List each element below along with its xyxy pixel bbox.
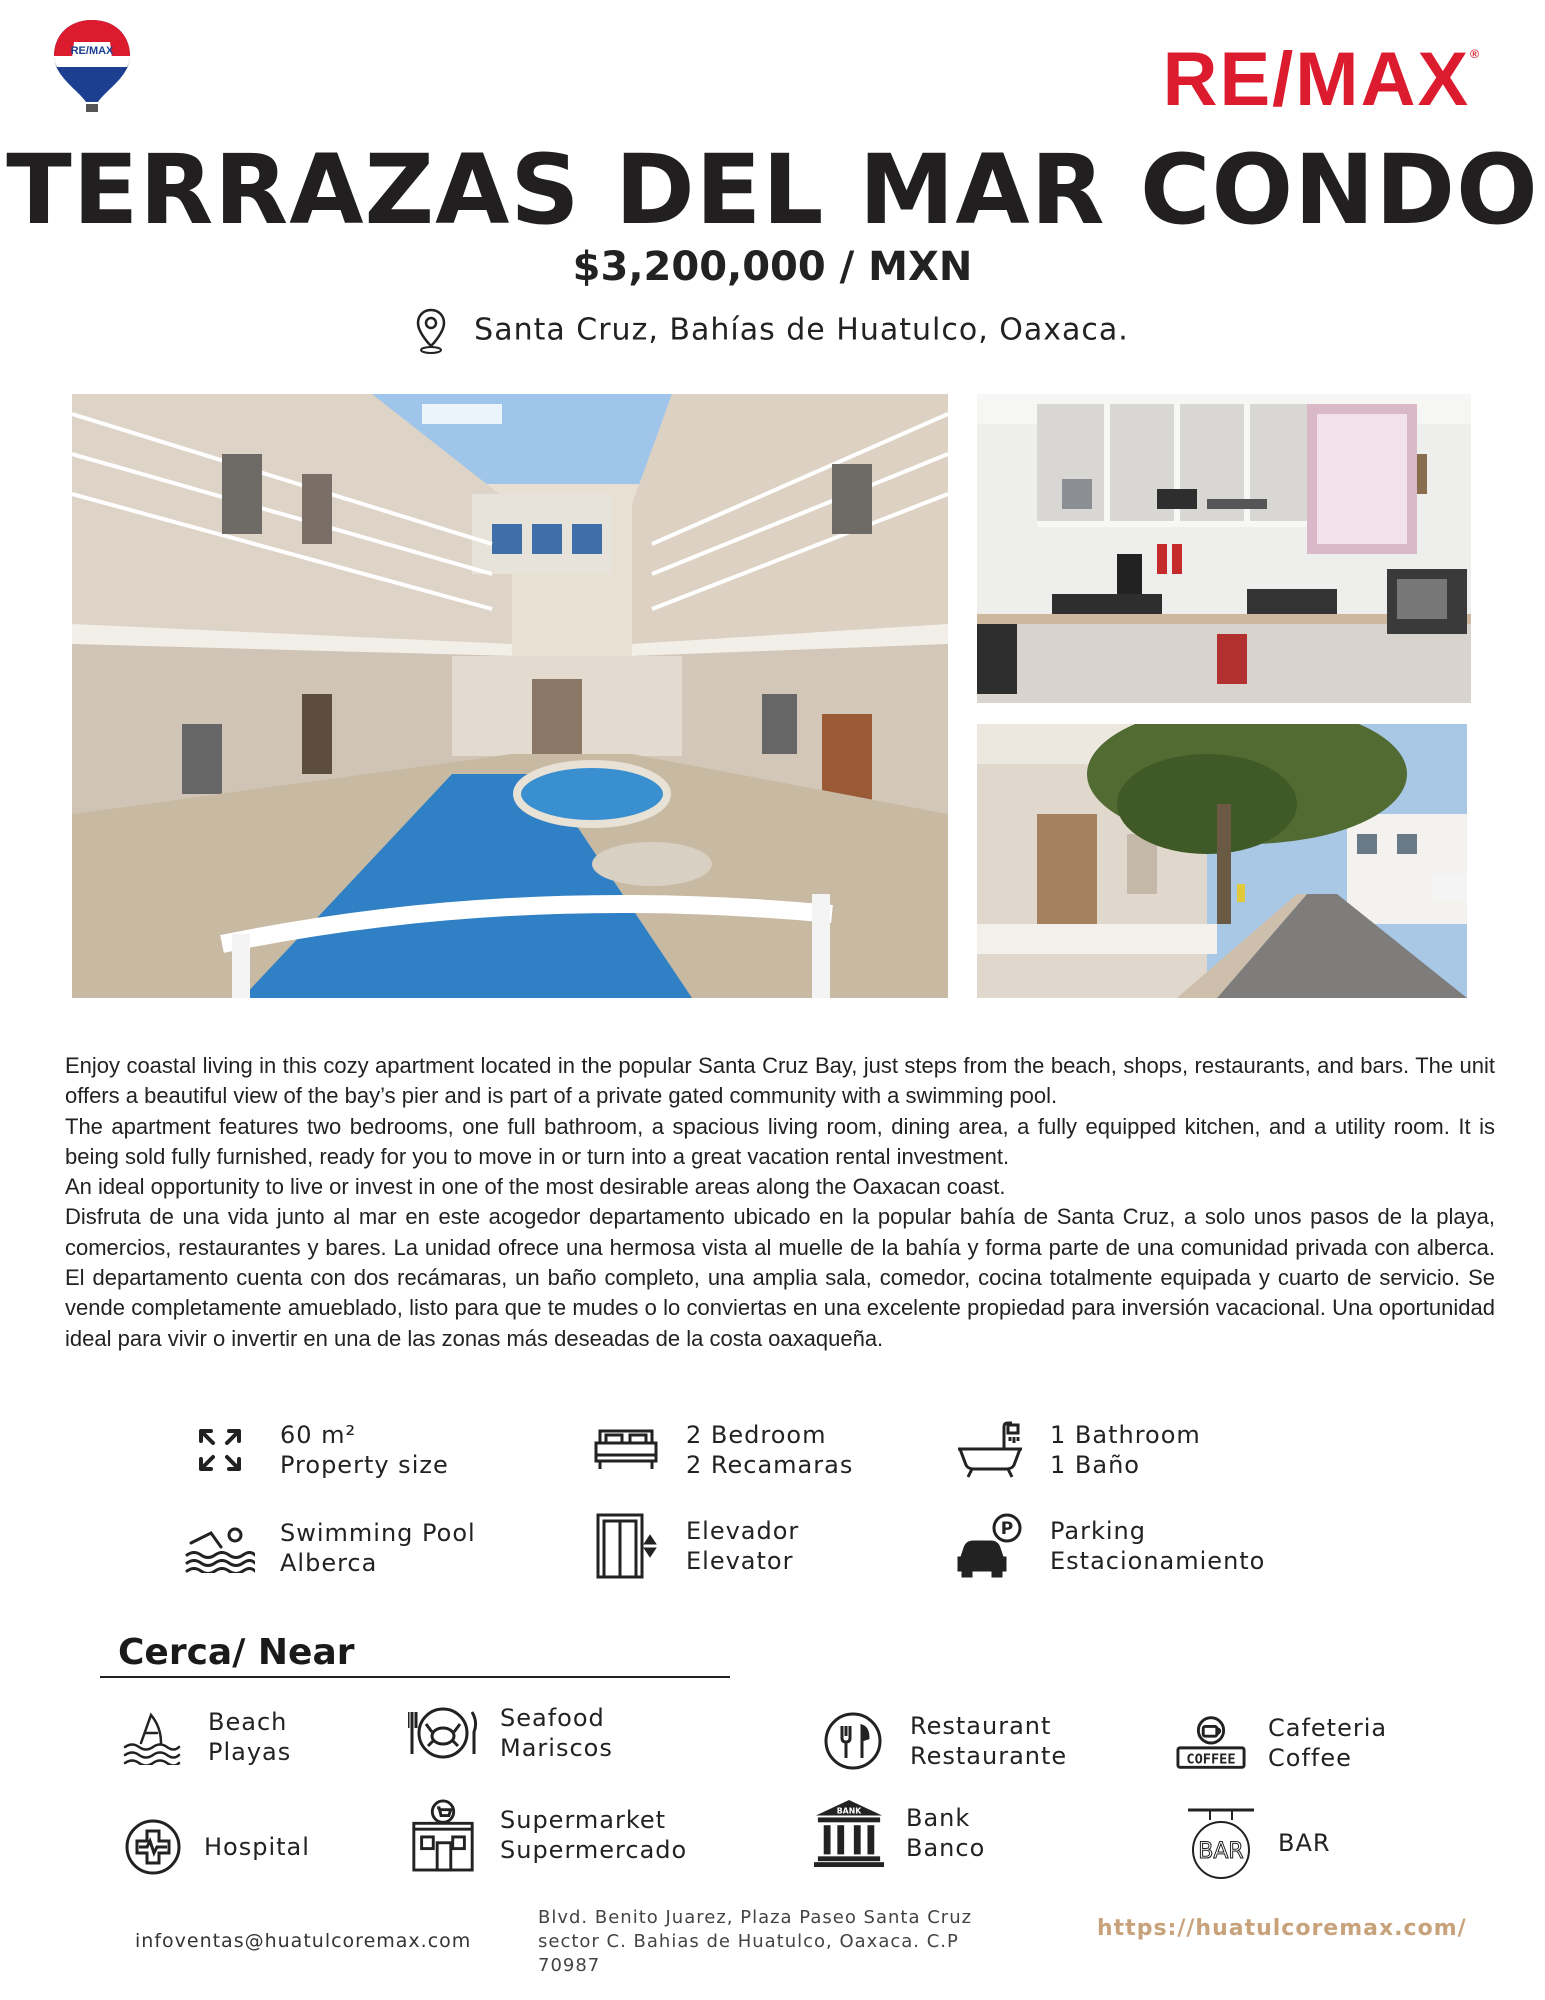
property-location — [0, 308, 1545, 354]
description-paragraph: The apartment features two bedrooms, one full bathroom, a spacious living room, dining area, a fully equipped kitchen, and a utility room. It is being sold fully furnished, ready for you to move in or turn into a great vacation rental investment. — [65, 1113, 1495, 1169]
feature-line1: Swimming Pool — [280, 1519, 476, 1547]
location-text: Santa Cruz, Bahías de Huatulco, Oaxaca. — [474, 312, 1129, 348]
near-line2: Playas — [208, 1738, 292, 1766]
bed-icon — [590, 1416, 662, 1484]
feature-line1: 60 m² — [280, 1421, 357, 1449]
feature-line1: Parking — [1050, 1517, 1146, 1545]
near-item-beach — [116, 1704, 291, 1770]
remax-balloon-logo — [50, 16, 134, 118]
feature-line2: 2 Recamaras — [686, 1451, 854, 1479]
map-pin-icon — [416, 308, 446, 354]
description-paragraph: An ideal opportunity to live or invest in one of the most desirable areas along the Oaxacan coast. — [65, 1174, 1006, 1200]
near-item-bar — [1186, 1810, 1331, 1876]
near-line1: Beach — [208, 1708, 288, 1736]
near-line1: Bank — [906, 1804, 971, 1832]
photo-kitchen — [977, 394, 1471, 703]
feature-line1: 2 Bedroom — [686, 1421, 827, 1449]
coffee-icon — [1176, 1710, 1246, 1776]
photo-street — [977, 724, 1467, 998]
near-line2: Supermercado — [500, 1836, 688, 1864]
swimmer-icon — [184, 1514, 256, 1582]
seafood-icon — [408, 1700, 478, 1766]
near-line1: Supermarket — [500, 1806, 667, 1834]
near-item-seafood — [408, 1700, 613, 1766]
balloon-text: RE/MAX — [70, 45, 114, 57]
feature-bedrooms — [590, 1416, 853, 1484]
near-item-supermarket — [408, 1802, 687, 1868]
near-item-hospital — [118, 1814, 310, 1880]
footer-website-link[interactable]: https://huatulcoremax.com/ — [1097, 1916, 1467, 1941]
near-line2: Coffee — [1268, 1744, 1352, 1772]
feature-line2: Elevator — [686, 1547, 794, 1575]
description-paragraph: Enjoy coastal living in this cozy apartment located in the popular Santa Cruz Bay, just steps from the beach, shops, restaurants, and bars. The unit offers a beautiful view of the bay’s pier and is part of a private gated community with a swimming pool. — [65, 1053, 1495, 1109]
bar-badge-text: BAR — [1198, 1839, 1244, 1864]
feature-line1: 1 Bathroom — [1050, 1421, 1201, 1449]
beach-icon — [116, 1704, 186, 1770]
near-line2: Restaurante — [910, 1742, 1068, 1770]
near-line1: Seafood — [500, 1704, 605, 1732]
hospital-icon — [118, 1814, 188, 1880]
feature-elevator — [590, 1512, 799, 1580]
remax-wordmark: RE/MAX® — [1162, 37, 1481, 122]
expand-arrows-icon — [184, 1416, 256, 1484]
feature-size — [184, 1416, 449, 1484]
feature-pool — [184, 1514, 476, 1582]
near-line2: Mariscos — [500, 1734, 613, 1762]
near-divider — [100, 1676, 730, 1678]
elevator-icon — [590, 1512, 662, 1580]
svg-text:P: P — [1000, 1519, 1014, 1539]
footer-address: Blvd. Benito Juarez, Plaza Paseo Santa Cruz sector C. Bahias de Huatulco, Oaxaca. C.P 70987 — [538, 1907, 973, 1976]
bar-sign-icon — [1186, 1810, 1256, 1876]
photo-pool-courtyard — [72, 394, 948, 998]
brand-logo-text: RE/MAX — [1162, 37, 1471, 122]
supermarket-icon — [408, 1802, 478, 1868]
near-item-coffee — [1176, 1710, 1387, 1776]
feature-line1: Elevador — [686, 1517, 800, 1545]
bathtub-icon — [954, 1416, 1026, 1484]
parking-car-icon — [954, 1512, 1026, 1580]
footer-email[interactable]: infoventas@huatulcoremax.com — [135, 1930, 472, 1952]
feature-line2: Property size — [280, 1451, 449, 1479]
coffee-badge-text: COFFEE — [1186, 1751, 1236, 1768]
near-line2: Banco — [906, 1834, 986, 1862]
feature-line2: 1 Baño — [1050, 1451, 1140, 1479]
property-price: $3,200,000 / MXN — [572, 244, 973, 290]
feature-parking — [954, 1512, 1265, 1580]
near-item-bank — [814, 1800, 985, 1866]
description-paragraph: Disfruta de una vida junto al mar en este acogedor departamento ubicado en la popular bahía de Santa Cruz, a solo unos pasos de la playa, comercios, restaurantes y bares. La unidad ofrece una hermosa vista al muelle de la bahía y forma parte de una comunidad privada con alberca. El departamento cuenta con dos recámaras, un baño completo, una amplia sala, comedor, cocina totalmente equipada y cuarto de servicio. Se vende completamente amueblado, listo para que te mudes o lo conviertas en una excelente propiedad para inversión vacacional. Una oportunidad ideal para vivir o invertir en una de las zonas más deseadas de la costa oaxaqueña. — [65, 1204, 1495, 1351]
restaurant-icon — [818, 1708, 888, 1774]
near-line1: Cafeteria — [1268, 1714, 1388, 1742]
near-item-restaurant — [818, 1708, 1067, 1774]
feature-bathroom — [954, 1416, 1201, 1484]
feature-line2: Alberca — [280, 1549, 378, 1577]
near-line1: Hospital — [204, 1833, 310, 1861]
property-title: TERRAZAS DEL MAR CONDO — [6, 134, 1539, 246]
bank-badge-text: BANK — [836, 1806, 862, 1816]
near-line1: Restaurant — [910, 1712, 1052, 1740]
near-section-title: Cerca/ Near — [118, 1632, 355, 1673]
property-description — [65, 1051, 1495, 1354]
bank-icon — [814, 1800, 884, 1866]
feature-line2: Estacionamiento — [1050, 1547, 1266, 1575]
near-line1: BAR — [1278, 1829, 1331, 1857]
